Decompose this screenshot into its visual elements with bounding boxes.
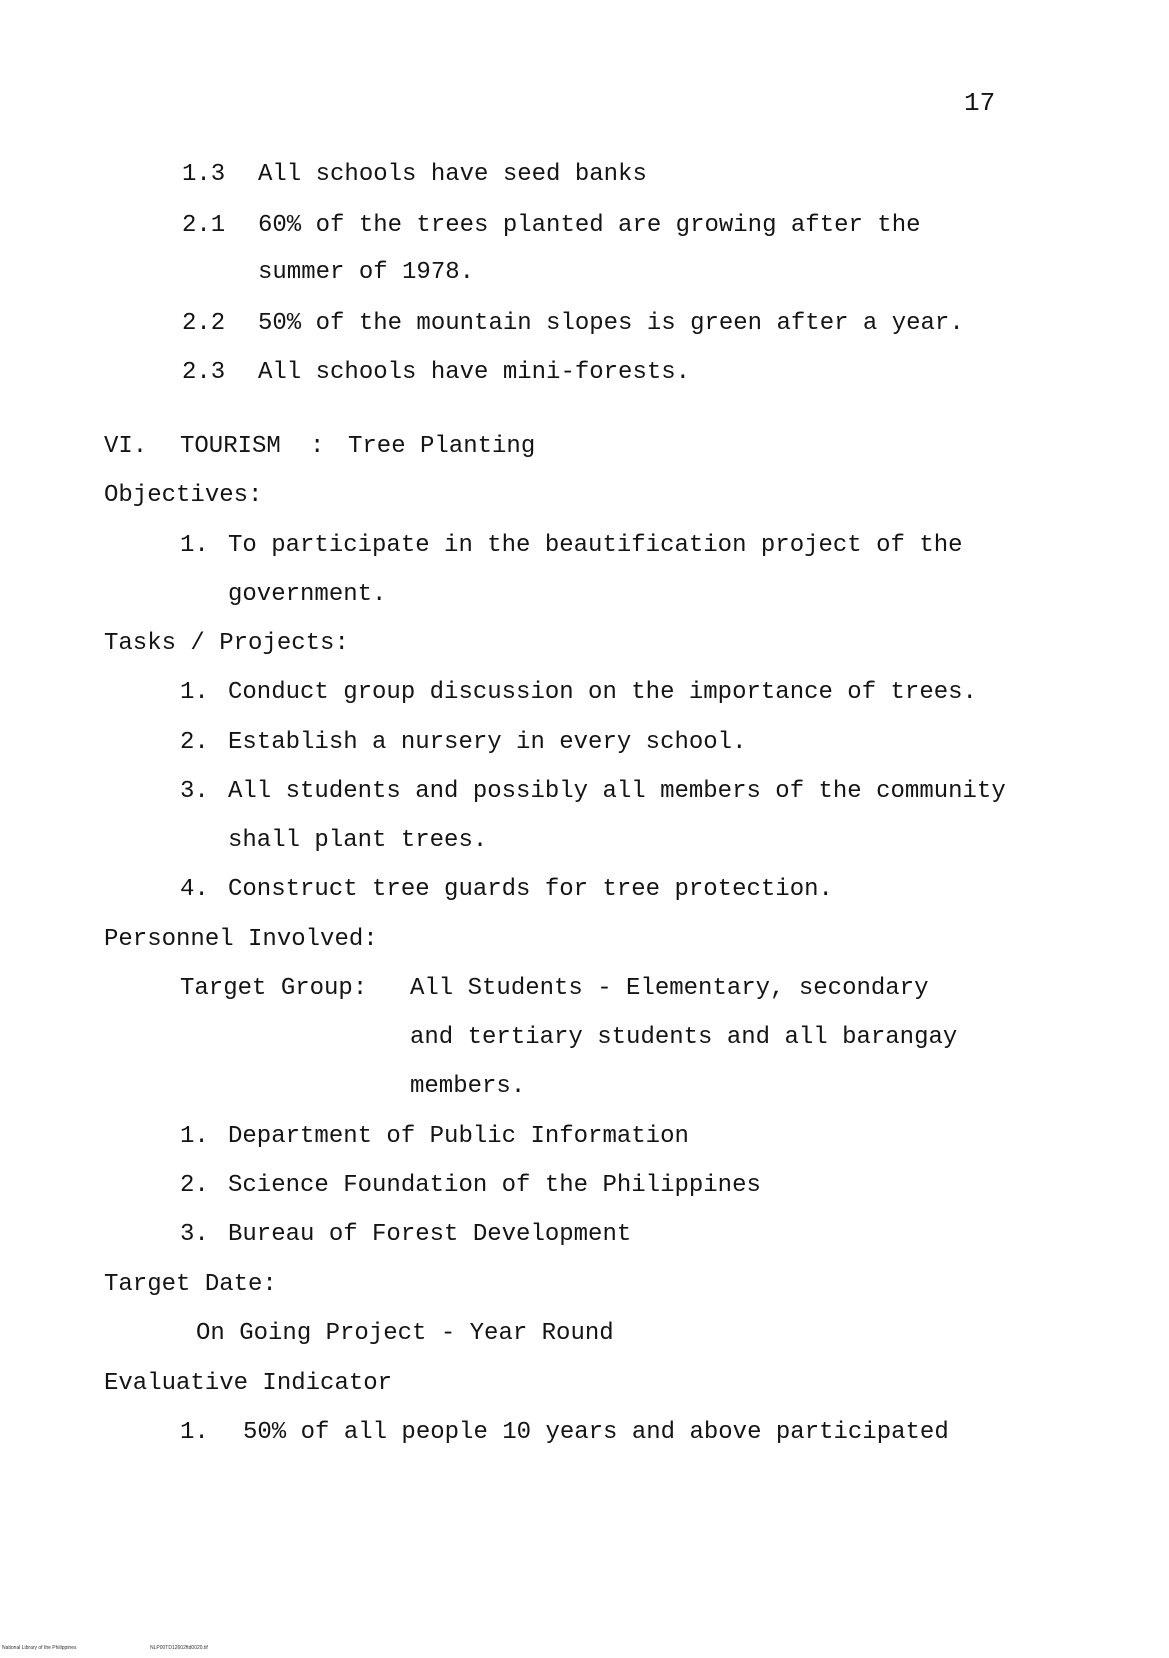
agency-name: Bureau of Forest Development — [228, 1221, 632, 1248]
target-group-label: Target Group: — [180, 975, 368, 1002]
agency-number: 1. — [180, 1123, 209, 1150]
indicator-number: 2.1 — [182, 212, 226, 239]
objective-text-continued: government. — [228, 581, 387, 608]
footer-library: National Library of the Philippines — [2, 1645, 77, 1651]
task-text: Establish a nursery in every school. — [228, 729, 747, 756]
agency-number: 3. — [180, 1221, 209, 1248]
section-numeral: VI. — [104, 433, 148, 460]
agency-number: 2. — [180, 1172, 209, 1199]
indicator-text: All schools have mini-forests. — [258, 359, 691, 386]
evaluative-heading: Evaluative Indicator — [104, 1370, 393, 1397]
indicator-number: 1.3 — [182, 161, 226, 188]
section-separator: : — [310, 433, 325, 460]
agency-name: Science Foundation of the Philippines — [228, 1172, 761, 1199]
task-number: 4. — [180, 876, 209, 903]
indicator-text-continued: summer of 1978. — [258, 259, 475, 286]
task-text: Construct tree guards for tree protection. — [228, 876, 833, 903]
target-date-heading: Target Date: — [104, 1271, 277, 1298]
tasks-heading: Tasks / Projects: — [104, 630, 349, 657]
target-date-value: On Going Project - Year Round — [196, 1320, 614, 1347]
indicator-number: 2.2 — [182, 310, 226, 337]
agency-name: Department of Public Information — [228, 1123, 689, 1150]
indicator-number: 2.3 — [182, 359, 226, 386]
target-group-text: and tertiary students and all barangay — [410, 1024, 958, 1051]
task-number: 1. — [180, 679, 209, 706]
indicator-text: 60% of the trees planted are growing after the — [258, 212, 921, 239]
indicator-text: 50% of the mountain slopes is green after a year. — [258, 310, 964, 337]
task-number: 2. — [180, 729, 209, 756]
task-number: 3. — [180, 778, 209, 805]
target-group-text: All Students - Elementary, secondary — [410, 975, 929, 1002]
evaluative-number: 1. — [180, 1419, 209, 1446]
footer-file: NLP00TD12602ftd0020.tif — [150, 1645, 208, 1651]
page-number: 17 — [964, 88, 996, 118]
personnel-heading: Personnel Involved: — [104, 926, 378, 953]
task-text: All students and possibly all members of the community — [228, 778, 1006, 805]
evaluative-text: 50% of all people 10 years and above participated — [243, 1419, 949, 1446]
section-title: Tree Planting — [348, 433, 536, 460]
objective-number: 1. — [180, 532, 209, 559]
section-topic: TOURISM — [180, 433, 281, 460]
indicator-text: All schools have seed banks — [258, 161, 647, 188]
objectives-heading: Objectives: — [104, 482, 263, 509]
target-group-text: members. — [410, 1073, 526, 1100]
task-text-continued: shall plant trees. — [228, 827, 488, 854]
task-text: Conduct group discussion on the importance of trees. — [228, 679, 977, 706]
objective-text: To participate in the beautification project of the — [228, 532, 963, 559]
